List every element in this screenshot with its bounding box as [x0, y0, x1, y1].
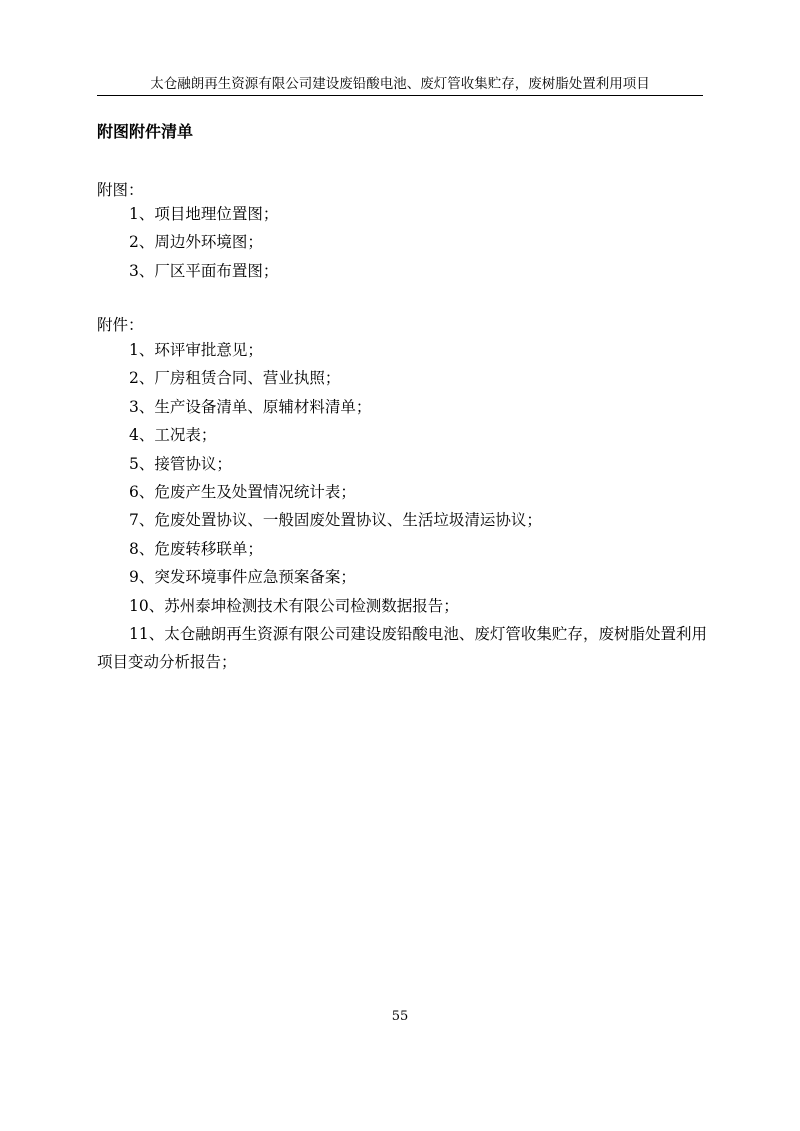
figure-item: 2、周边外环境图； [129, 233, 263, 252]
attachment-item: 1、环评审批意见； [129, 341, 263, 359]
attachment-item: 6、危废产生及处置情况统计表； [129, 483, 356, 502]
attachment-item: 9、突发环境事件应急预案备案； [129, 568, 356, 587]
running-header: 太仓融朗再生资源有限公司建设废铅酸电池、废灯管收集贮存，废树脂处置利用项目 [97, 76, 703, 96]
figure-item: 3、厂区平面布置图； [129, 261, 279, 280]
attachment-item: 11、太仓融朗再生资源有限公司建设废铅酸电池、废灯管收集贮存，废树脂处置利用项目变动分析报告； [97, 625, 707, 672]
attachments-heading: 附件： [97, 316, 144, 334]
attachment-item: 10、苏州泰坤检测技术有限公司检测数据报告； [129, 596, 459, 615]
attachments-list [97, 336, 707, 677]
figures-list [97, 200, 707, 285]
figure-item: 1、项目地理位置图； [129, 205, 279, 223]
attachment-item: 2、厂房租赁合同、营业执照； [129, 369, 341, 388]
attachment-item: 7、危废处置协议、一般固废处置协议、生活垃圾清运协议； [129, 511, 542, 530]
attachment-item: 8、危废转移联单； [129, 539, 263, 558]
figures-heading: 附图： [97, 181, 144, 199]
attachment-item: 4、工况表； [129, 426, 217, 445]
attachment-item: 3、生产设备清单、原辅材料清单； [129, 397, 372, 416]
document-title: 附图附件清单 [97, 122, 194, 141]
attachment-item: 5、接管协议； [129, 454, 232, 473]
page-number: 55 [391, 1009, 409, 1024]
